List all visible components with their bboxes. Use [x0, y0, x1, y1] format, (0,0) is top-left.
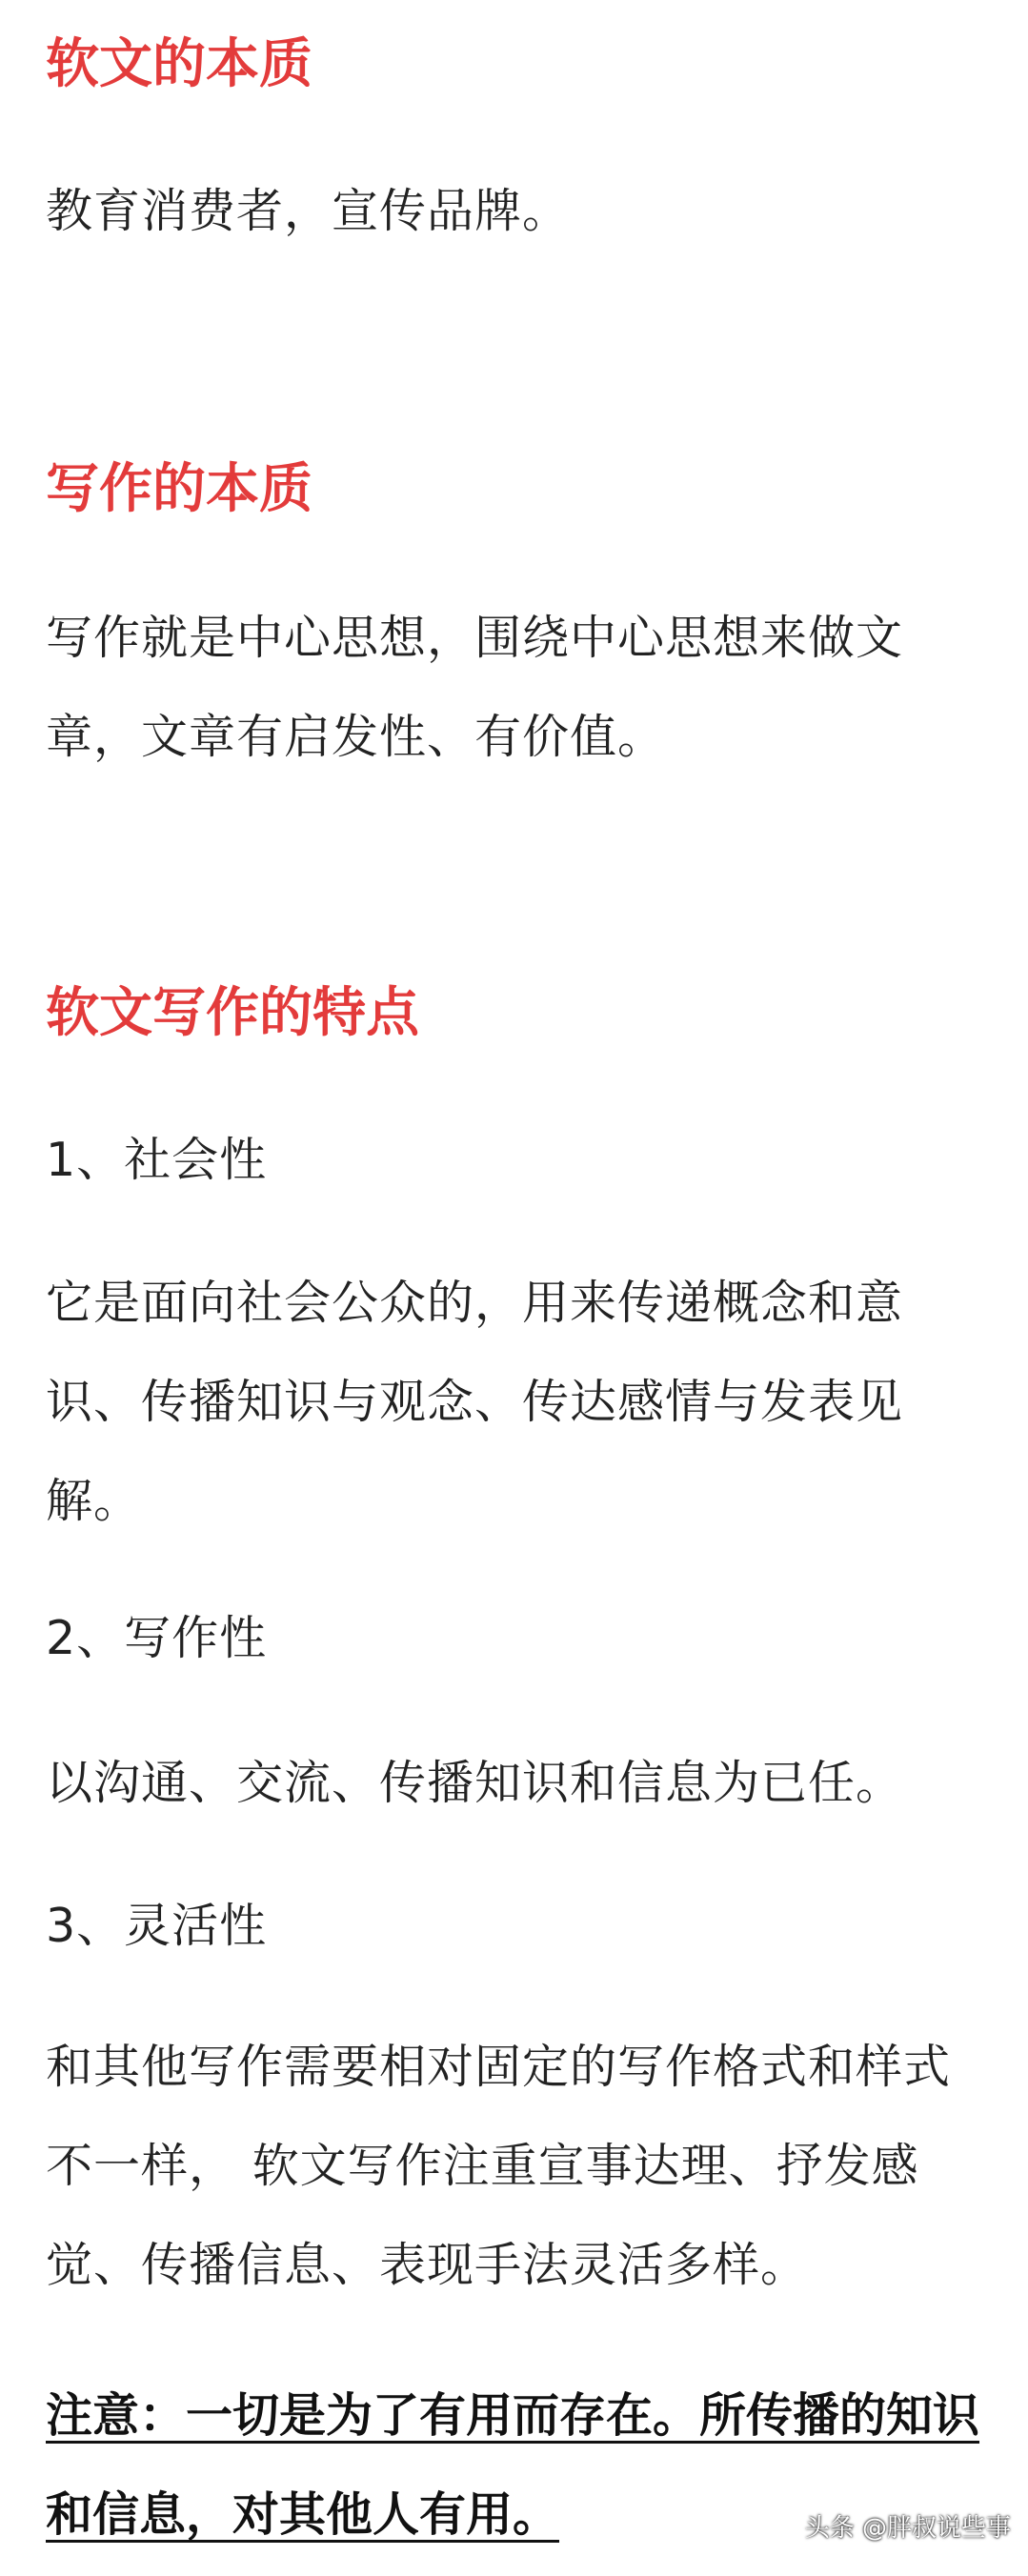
paragraph-soft-article-essence: 教育消费者，宣传品牌。	[46, 184, 571, 238]
feature-title-1: 1、社会性	[46, 1133, 268, 1187]
heading-writing-essence: 写作的本质	[46, 458, 312, 520]
heading-soft-article-essence: 软文的本质	[46, 33, 312, 95]
feature-text-3: 和其他写作需要相对固定的写作格式和样式不一样， 软文写作注重宣事达理、抒发感觉、传播信息、表现手法灵活多样。	[46, 2040, 952, 2292]
watermark: 头条 @胖叔说些事	[804, 2514, 1011, 2543]
paragraph-writing-essence: 写作就是中心思想，围绕中心思想来做文章，文章有启发性、有价值。	[46, 611, 904, 764]
feature-text-2: 以沟通、交流、传播知识和信息为已任。	[46, 1756, 904, 1810]
feature-title-3: 3、灵活性	[46, 1899, 268, 1953]
note-paragraph: 注意：一切是为了有用而存在。所传播的知识和信息，对其他人有用。	[46, 2388, 980, 2542]
feature-title-2: 2、写作性	[46, 1611, 268, 1665]
feature-text-1: 它是面向社会公众的，用来传递概念和意识、传播知识与观念、传达感情与发表见解。	[46, 1276, 904, 1528]
heading-soft-article-features: 软文写作的特点	[46, 982, 419, 1044]
